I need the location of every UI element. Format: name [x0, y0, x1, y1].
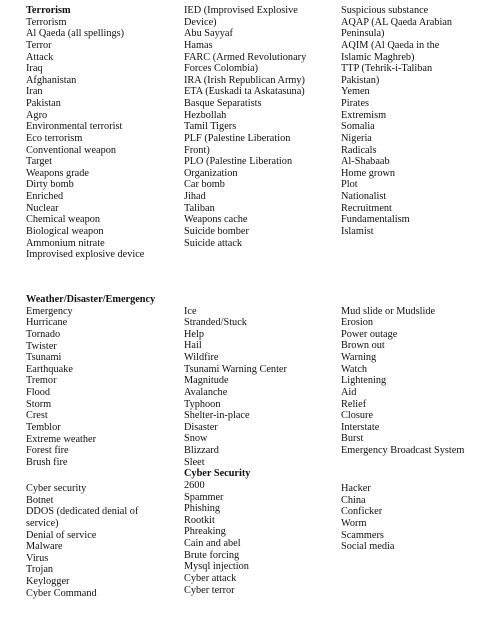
term-item: Recruitment: [341, 202, 392, 214]
term-item: Shelter-in-place: [184, 410, 250, 422]
weather-list-3: [341, 306, 464, 457]
term-item: Pirates: [341, 98, 370, 109]
term-item: Attack: [26, 51, 54, 63]
term-item: Hamas: [184, 39, 213, 51]
term-item: Snow: [184, 433, 208, 445]
term-item: Twister: [26, 340, 57, 352]
term-item: Al-Shabaab: [341, 156, 390, 168]
term-item: IRA (Irish Republican Army): [184, 74, 305, 86]
terrorism-list-3: [341, 5, 452, 238]
term-item: Mysql injection: [184, 561, 249, 573]
term-item: Tornado: [26, 328, 61, 340]
term-item: Improvised explosive device: [26, 249, 145, 261]
term-item: Radicals: [341, 144, 377, 156]
terrorism-list-2: [184, 5, 306, 249]
term-item: Chemical weapon: [26, 214, 101, 226]
term-item: Earthquake: [26, 363, 73, 375]
term-item: Cyber Command: [26, 587, 97, 599]
term-item: Tremor: [26, 375, 57, 387]
term-item: Extremism: [341, 109, 387, 121]
term-item: Suicide bomber: [184, 225, 249, 237]
term-item: Worm: [341, 517, 367, 529]
term-item: Trojan: [26, 564, 54, 576]
term-item: Phishing: [184, 503, 221, 515]
term-item: Typhoon: [184, 398, 221, 410]
term-item: Ice: [184, 305, 197, 317]
term-item: Islamic Maghreb): [341, 51, 415, 63]
term-item: Brush fire: [26, 456, 68, 468]
term-item: Botnet: [26, 494, 54, 506]
section-heading-cyber: Cyber Security: [184, 468, 251, 480]
term-item: FARC (Armed Revolutionary: [184, 51, 307, 63]
term-item: Malware: [26, 541, 63, 553]
term-item: Jihad: [184, 191, 206, 202]
term-item: Terrorism: [26, 16, 67, 28]
term-item: Aid: [341, 386, 357, 398]
term-item: Disaster: [184, 421, 218, 433]
term-item: Al Qaeda (all spellings): [26, 28, 125, 40]
terrorism-column-1: [26, 5, 144, 261]
term-item: Social media: [341, 541, 395, 553]
term-item: Flood: [26, 387, 51, 398]
term-item: Device): [184, 16, 217, 28]
term-item: Cyber security: [26, 483, 87, 494]
term-item: Afghanistan: [26, 74, 77, 86]
term-item: Car bomb: [184, 179, 225, 191]
term-item: Storm: [26, 398, 52, 410]
term-item: Iraq: [26, 63, 43, 75]
term-item: Weapons grade: [26, 167, 89, 179]
term-item: Conventional weapon: [26, 144, 117, 156]
term-item: DDOS (dedicated denial of: [26, 506, 139, 518]
weather-column-1: [26, 294, 155, 468]
term-item: Pakistan): [341, 74, 380, 86]
term-item: Avalanche: [184, 386, 228, 398]
term-item: Tamil Tigers: [184, 121, 237, 133]
weather-column-3: [341, 306, 464, 457]
term-item: Spammer: [184, 491, 224, 503]
term-item: Suicide attack: [184, 237, 243, 249]
term-item: Biological weapon: [26, 225, 104, 237]
term-item: Home grown: [341, 167, 396, 179]
term-item: Interstate: [341, 421, 380, 433]
terrorism-column-2: [184, 5, 306, 249]
cyber-list-3: [341, 483, 394, 553]
term-item: Weapons cache: [184, 214, 248, 226]
weather-list-2: [184, 306, 287, 469]
term-item: 2600: [184, 479, 205, 491]
cyber-column-1: [26, 483, 138, 599]
term-item: Taliban: [184, 202, 215, 214]
term-item: service): [26, 517, 59, 529]
term-item: Nuclear: [26, 202, 59, 214]
section-heading-weather: Weather/Disaster/Emergency: [26, 294, 156, 305]
terrorism-column-3: [341, 5, 452, 238]
term-item: Burst: [341, 433, 364, 445]
term-item: IED (Improvised Explosive: [184, 5, 298, 16]
term-item: PLF (Palestine Liberation: [184, 132, 291, 144]
term-item: AQAP (AL Qaeda Arabian: [341, 16, 453, 28]
term-item: Virus: [26, 552, 49, 564]
cyber-list-2: [184, 480, 287, 596]
term-item: Tsunami Warning Center: [184, 363, 287, 375]
term-item: Temblor: [26, 421, 61, 433]
term-item: Conficker: [341, 506, 383, 518]
term-item: Sleet: [184, 456, 205, 468]
term-item: Iran: [26, 86, 43, 98]
cyber-column-3: [341, 483, 394, 553]
term-item: Extreme weather: [26, 433, 97, 445]
term-item: Lightening: [341, 375, 387, 387]
term-item: Organization: [184, 167, 238, 179]
term-item: Enriched: [26, 191, 64, 202]
term-item: Hail: [184, 340, 202, 352]
term-item: Brute forcing: [184, 549, 240, 561]
term-item: Somalia: [341, 121, 375, 133]
term-item: Environmental terrorist: [26, 121, 123, 133]
term-item: Dirty bomb: [26, 179, 74, 191]
term-item: Nigeria: [341, 132, 372, 144]
term-item: Warning: [341, 352, 377, 364]
term-item: AQIM (Al Qaeda in the: [341, 39, 440, 51]
term-item: TTP (Tehrik-i-Taliban: [341, 63, 433, 75]
term-item: Forest fire: [26, 445, 69, 457]
term-item: Islamist: [341, 225, 374, 237]
term-item: Watch: [341, 363, 368, 375]
weather-list-1: [26, 306, 155, 469]
term-item: Scammers: [341, 529, 384, 541]
term-item: Target: [26, 156, 52, 168]
term-item: Hurricane: [26, 317, 68, 329]
term-item: Erosion: [341, 317, 374, 329]
term-item: Peninsula): [341, 28, 385, 40]
term-item: Magnitude: [184, 375, 229, 387]
section-heading-terrorism: Terrorism: [26, 5, 71, 16]
term-item: Stranded/Stuck: [184, 317, 247, 329]
term-item: Fundamentalism: [341, 214, 410, 226]
term-item: Hacker: [341, 483, 371, 494]
term-item: Emergency: [26, 305, 73, 317]
term-item: Terror: [26, 39, 52, 51]
term-item: China: [341, 494, 366, 506]
term-item: Cyber terror: [184, 584, 235, 596]
term-item: Front): [184, 144, 210, 156]
term-item: Yemen: [341, 86, 370, 98]
term-item: Cyber attack: [184, 572, 237, 584]
term-item: ETA (Euskadi ta Askatasuna): [184, 86, 305, 98]
term-item: Eco terrorism: [26, 132, 83, 144]
term-item: Forces Colombia): [184, 63, 259, 75]
term-item: Cain and abel: [184, 538, 241, 550]
term-item: Help: [184, 328, 205, 340]
term-item: Ammonium nitrate: [26, 237, 105, 249]
cyber-list-1: [26, 483, 138, 599]
term-item: Keylogger: [26, 576, 70, 587]
weather-column-2: [184, 306, 287, 597]
term-item: Tsunami: [26, 352, 62, 364]
term-item: Relief: [341, 398, 367, 410]
term-item: Power outage: [341, 328, 398, 340]
term-item: Emergency Broadcast System: [341, 445, 465, 457]
term-item: Nationalist: [341, 191, 387, 202]
term-item: Suspicious substance: [341, 5, 429, 16]
term-item: Brown out: [341, 340, 385, 352]
term-item: Plot: [341, 179, 358, 191]
term-item: Closure: [341, 410, 374, 422]
terrorism-list-1: [26, 17, 144, 261]
term-item: Crest: [26, 410, 48, 422]
term-item: Mud slide or Mudslide: [341, 305, 436, 317]
term-item: Phreaking: [184, 526, 226, 538]
term-item: Pakistan: [26, 98, 61, 109]
term-item: Denial of service: [26, 529, 97, 541]
term-item: Rootkit: [184, 514, 215, 526]
term-item: Basque Separatists: [184, 98, 262, 109]
term-item: PLO (Palestine Liberation: [184, 156, 293, 168]
term-item: Agro: [26, 109, 48, 121]
term-item: Hezbollah: [184, 109, 227, 121]
term-item: Abu Sayyaf: [184, 28, 233, 40]
term-item: Wildfire: [184, 352, 219, 364]
term-item: Blizzard: [184, 445, 219, 457]
